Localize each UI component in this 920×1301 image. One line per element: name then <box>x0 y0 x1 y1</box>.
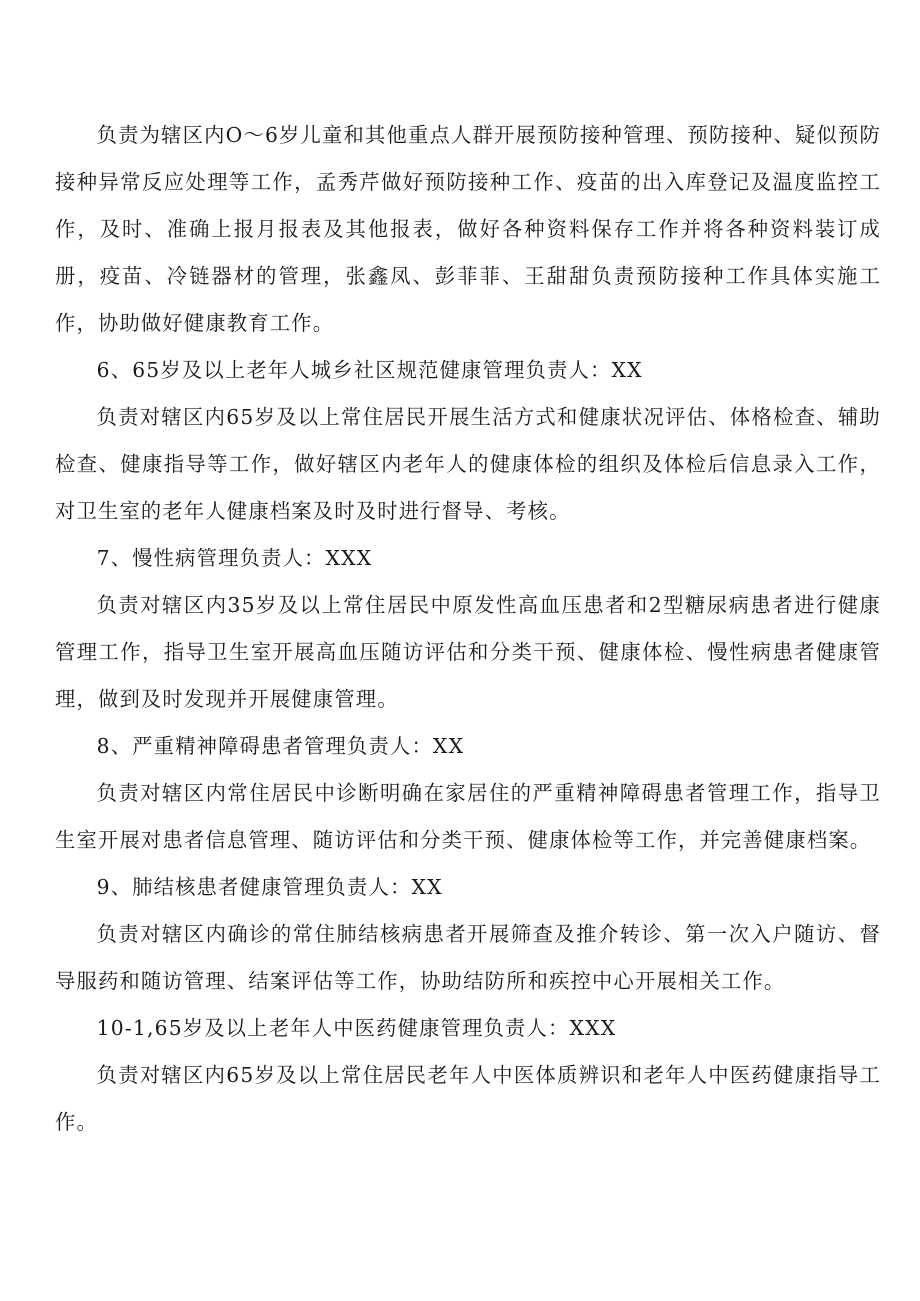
heading-mental-disorder-management: 8、严重精神障碍患者管理负责人：XX <box>96 734 465 758</box>
paragraph-chronic-disease-duties: 负责对辖区内35岁及以上常住居民中原发性高血压患者和2型糖尿病患者进行健康管理工作，指导卫生室开展高血压随访评估和分类干预、健康体检、慢性病患者健康管理，做到及时发现并开展健康管理。 <box>55 593 881 711</box>
paragraph-vaccination-duties: 负责为辖区内O～6岁儿童和其他重点人群开展预防接种管理、预防接种、疑似预防接种异常反应处理等工作，孟秀芹做好预防接种工作、疫苗的出入库登记及温度监控工作，及时、准确上报月报表及其他报表，做好各种资料保存工作并将各种资料装订成册，疫苗、冷链器材的管理，张鑫凤、彭菲菲、王甜甜负责预防接种工作具体实施工作，协助做好健康教育工作。 <box>55 123 881 335</box>
heading-tcm-elderly-management: 10-1,65岁及以上老年人中医药健康管理负责人：XXX <box>96 1016 617 1040</box>
paragraph-mental-disorder-duties: 负责对辖区内常住居民中诊断明确在家居住的严重精神障碍患者管理工作，指导卫生室开展对患者信息管理、随访评估和分类干预、健康体检等工作，并完善健康档案。 <box>55 781 881 852</box>
paragraph-tcm-elderly-duties: 负责对辖区内65岁及以上常住居民老年人中医体质辨识和老年人中医药健康指导工作。 <box>55 1063 881 1134</box>
heading-tuberculosis-management: 9、肺结核患者健康管理负责人：XX <box>96 875 443 899</box>
document-body <box>55 112 881 1146</box>
heading-chronic-disease-management: 7、慢性病管理负责人：XXX <box>96 546 373 570</box>
heading-elderly-health-management: 6、65岁及以上老年人城乡社区规范健康管理负责人：XX <box>96 358 643 382</box>
paragraph-elderly-health-duties: 负责对辖区内65岁及以上常住居民开展生活方式和健康状况评估、体格检查、辅助检查、健康指导等工作，做好辖区内老年人的健康体检的组织及体检后信息录入工作，对卫生室的老年人健康档案及时及时进行督导、考核。 <box>55 405 881 523</box>
paragraph-tuberculosis-duties: 负责对辖区内确诊的常住肺结核病患者开展筛查及推介转诊、第一次入户随访、督导服药和随访管理、结案评估等工作，协助结防所和疾控中心开展相关工作。 <box>55 922 881 993</box>
